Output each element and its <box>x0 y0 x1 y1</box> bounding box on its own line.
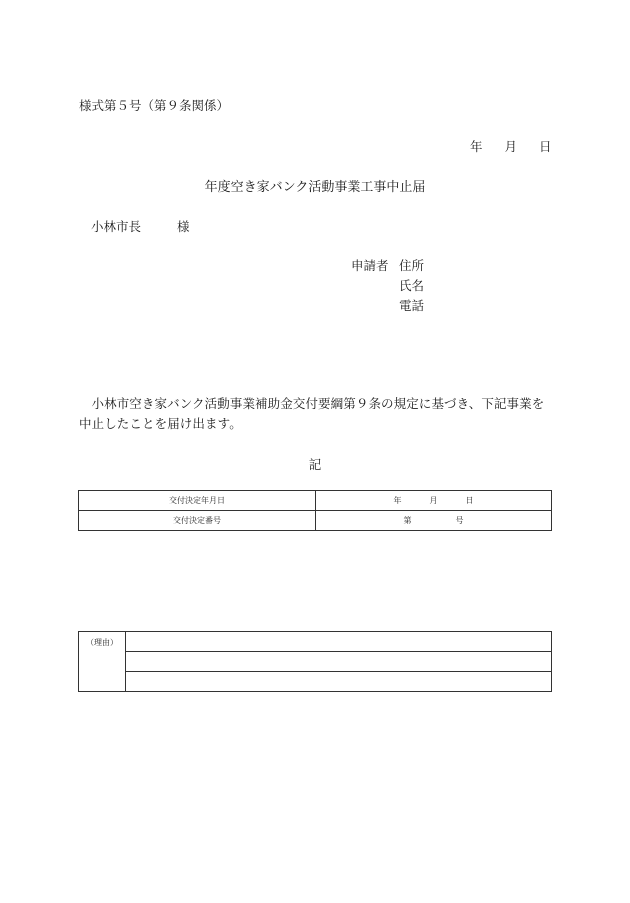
table-row <box>79 652 552 672</box>
table-row <box>79 511 552 531</box>
applicant-label: 申請者 <box>351 258 389 273</box>
reason-table <box>78 631 552 692</box>
date-month-label: 月 <box>504 139 518 154</box>
number-suffix: 号 <box>455 516 464 525</box>
grant-decision-date-value <box>316 491 552 511</box>
grant-decision-number-label: 交付決定番号 <box>79 511 316 531</box>
year-label: 年 <box>393 496 402 505</box>
recipient-honorific: 様 <box>177 219 190 234</box>
grant-info-table <box>78 490 552 531</box>
phone-label: 電話 <box>399 298 425 313</box>
reason-label: （理由） <box>79 632 126 692</box>
table-row <box>79 491 552 511</box>
body-text: 小林市空き家バンク活動事業補助金交付要綱第９条の規定に基づき、下記事業を中止したことを届け出ます。 <box>79 396 545 431</box>
form-number: 様式第５号（第９条関係） <box>79 98 230 113</box>
number-prefix: 第 <box>403 516 412 525</box>
ki-heading: 記 <box>308 457 322 472</box>
address-label: 住所 <box>399 258 425 273</box>
reason-line-3 <box>126 672 552 692</box>
date-year-label: 年 <box>470 139 483 154</box>
reason-line-1 <box>126 632 552 652</box>
grant-decision-date-label: 交付決定年月日 <box>79 491 316 511</box>
date-line <box>470 137 552 155</box>
document-title: 年度空き家バンク活動事業工事中止届 <box>204 180 426 195</box>
recipient-name: 小林市長 <box>91 219 142 234</box>
table-row <box>79 632 552 652</box>
recipient <box>91 217 190 235</box>
date-day-label: 日 <box>539 139 552 154</box>
grant-decision-number-value <box>316 511 552 531</box>
day-label: 日 <box>465 496 474 505</box>
reason-line-2 <box>126 652 552 672</box>
table-row <box>79 672 552 692</box>
month-label: 月 <box>429 496 438 505</box>
name-label: 氏名 <box>399 278 425 293</box>
